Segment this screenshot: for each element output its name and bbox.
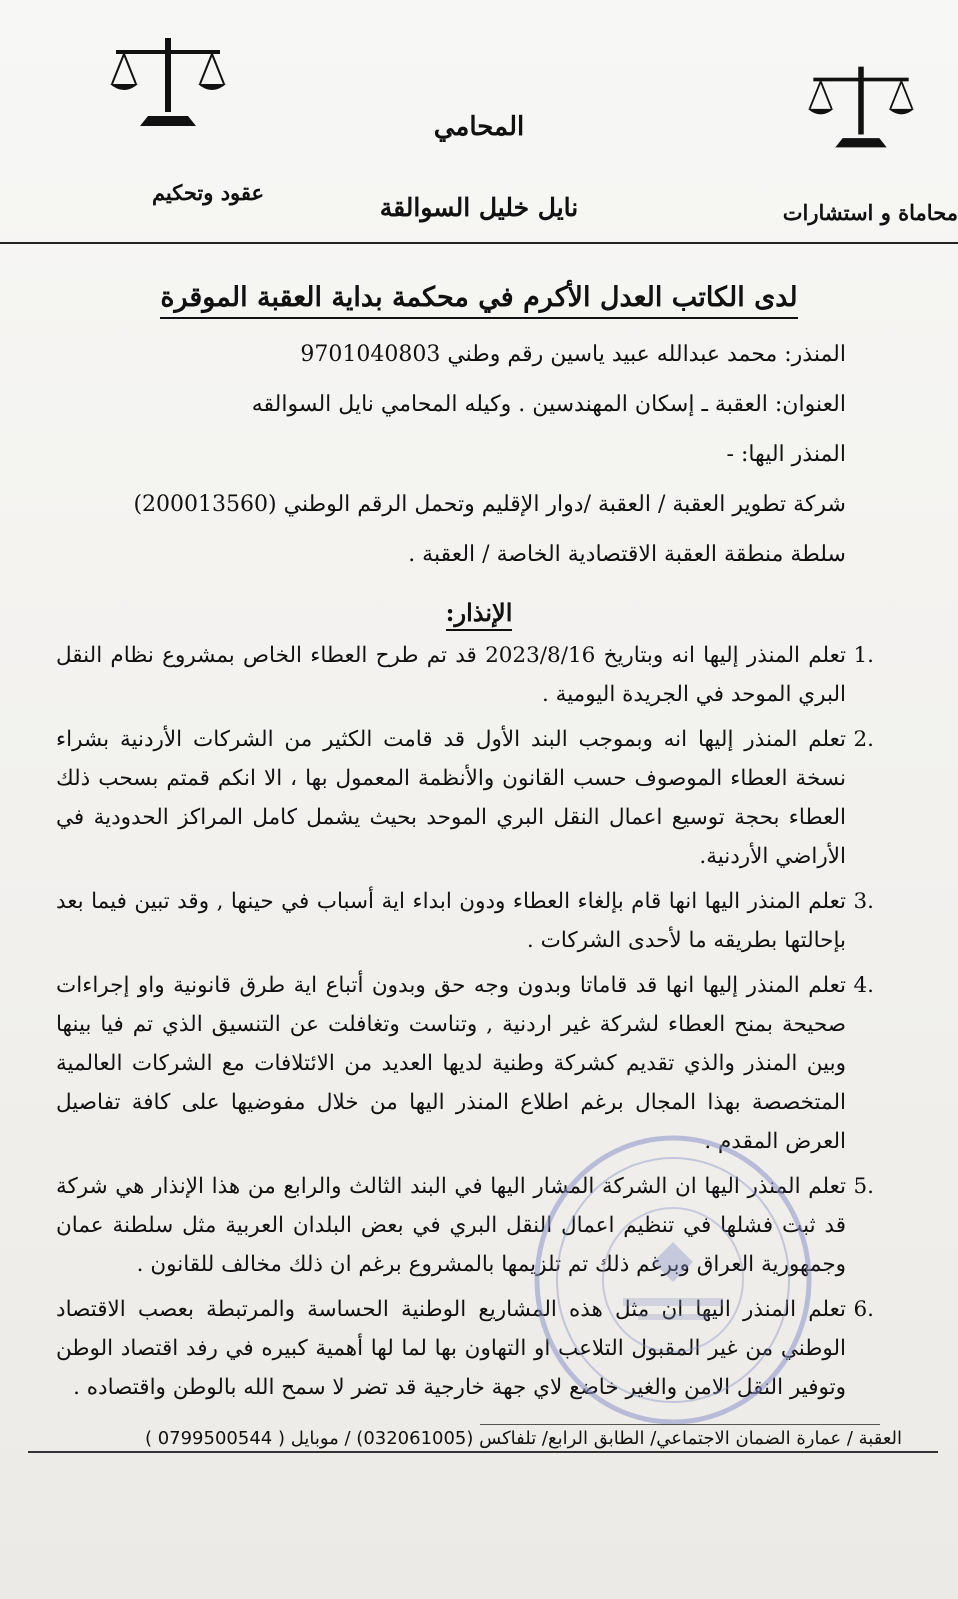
clause-number: .4 (853, 973, 874, 998)
notice-heading (0, 598, 958, 627)
clause-number: .2 (853, 727, 874, 752)
notified-label: المنذر اليها: - (726, 442, 846, 467)
letterhead-lawyer-name: نايل خليل السوالقة (379, 193, 579, 222)
clause-text: تعلم المنذر إليها انها قد قاماتا وبدون وجه حق وبدون أتباع اية طرق قانونية واو إجراءات صحيحة بمنح العطاء لشركة غير اردنية , وتناست وتغافلت عن التنسيق الذي تم فيا بينها وبين المنذر والذي تقديم كشركة وطنية لديها العديد من الائتلافات مع الشركات العالمية المتخصصة بهذا المجال برغم اطلاع المنذر اليها من خلال مفوضيها على كافة تفاصيل العرض المقدم . (56, 973, 846, 1154)
clause-item (56, 636, 874, 714)
clause-text: تعلم المنذر اليها ان الشركة المشار اليها في البند الثالث والرابع من هذا الإنذار هي شركة قد ثبت فشلها في تنظيم اعمال النقل البري في بعض البلدان العربية مثل سلطنة عمان وجمهورية العراق وبرغم ذلك تم تلزيمها بالمشروع برغم ان ذلك مخالف للقانون . (56, 1174, 846, 1277)
clause-number: .3 (853, 889, 874, 914)
address-line: العنوان: العقبة ـ إسكان المهندسين . وكيله المحامي نايل السوالقه (251, 392, 846, 417)
clause-text: تعلم المنذر اليها ان مثل هذه المشاريع الوطنية الحساسة والمرتبطة بعصب الاقتصاد الوطني من غير المقبول التلاعب او التهاون بها لما لها أهمية كبيره في رفد اقتصاد الوطن وتوفير النقل الامن والغير خاضع لاي جهة خارجية قد تضر لا سمح الله بالوطن واقتصاده . (56, 1297, 846, 1400)
authority-line: سلطة منطقة العقبة الاقتصادية الخاصة / العقبة . (408, 542, 846, 567)
notifier-line: المنذر: محمد عبدالله عبيد ياسين رقم وطني 9701040803 (300, 342, 846, 367)
official-stamp (528, 1130, 818, 1430)
footer-divider (28, 1451, 938, 1453)
footer-contact: العقبة / عمارة الضمان الاجتماعي/ الطابق الرابع/ تلفاكس (032061005) / موبايل ( 0799500544 ) (144, 1428, 902, 1449)
clause-number: .5 (853, 1174, 874, 1199)
addressee-text: لدى الكاتب العدل الأكرم في محكمة بداية العقبة الموقرة (160, 282, 797, 319)
clause-item (56, 720, 874, 876)
letterhead-divider (0, 242, 958, 244)
addressee-heading (0, 282, 958, 313)
company-line: شركة تطوير العقبة / العقبة /دوار الإقليم وتحمل الرقم الوطني (200013560) (133, 492, 846, 517)
letterhead-title: المحامي (433, 112, 525, 142)
clause-text: تعلم المنذر اليها انها قام بإلغاء العطاء ودون ابداء اية أسباب في حينها , وقد تبين فيما بعد بإحالتها بطريقه ما لأحدى الشركات . (56, 889, 846, 953)
clause-item (56, 882, 874, 960)
clause-number: .1 (853, 643, 874, 668)
clause-text: تعلم المنذر إليها انه وبموجب البند الأول قد قامت الكثير من الشركات الأردنية بشراء نسخة العطاء الموصوف حسب القانون والأنظمة المعمول بها ، الا انكم قمتم بسحب ذلك العطاء بحجة توسيع اعمال النقل البري الموحد بحيث يشمل كامل المراكز الحدودية في الأراضي الأردنية. (56, 727, 846, 869)
notice-heading-text: الإنذار: (446, 598, 513, 631)
footer-top-divider (480, 1424, 880, 1425)
clause-text: تعلم المنذر إليها انه وبتاريخ 2023/8/16 قد تم طرح العطاء الخاص بمشروع نظام النقل البري الموحد في الجريدة اليومية . (56, 643, 847, 707)
clause-number: .6 (853, 1297, 874, 1322)
letterhead-right-label: محاماة و استشارات (782, 200, 958, 225)
letterhead-left-label: عقود وتحكيم (151, 180, 265, 205)
